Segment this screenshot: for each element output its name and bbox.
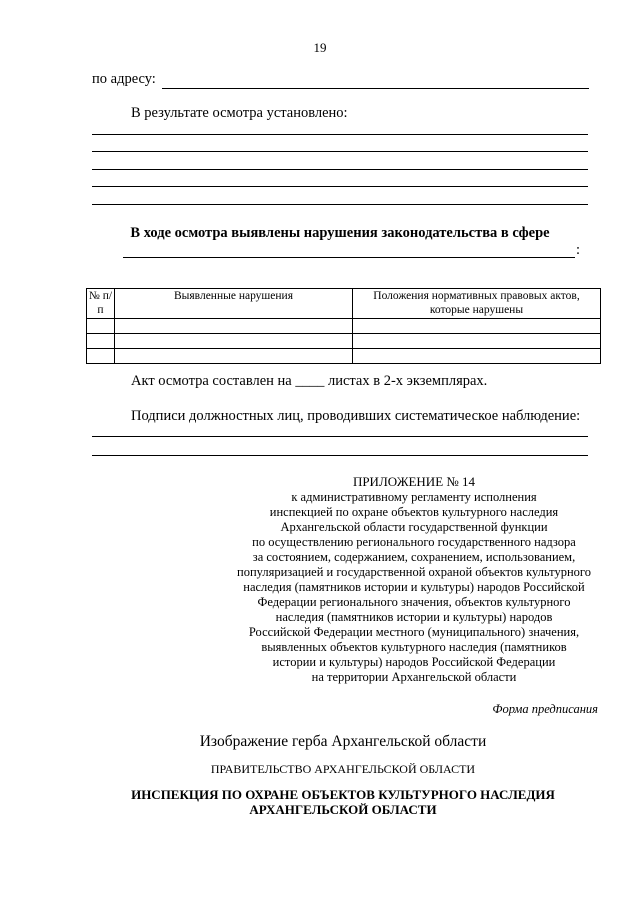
violations-colon: :: [576, 242, 581, 258]
result-line-4: [92, 186, 588, 187]
appendix-line: Федерации регионального значения, объектов культурного: [257, 595, 571, 609]
table-cell: [87, 349, 115, 364]
col-violations-header: Выявленные нарушения: [115, 289, 353, 319]
result-line-1: [92, 134, 588, 135]
col-num-header: № п/п: [87, 289, 115, 319]
form-label: Форма предписания: [492, 702, 598, 716]
table-cell: [115, 349, 353, 364]
appendix-line: Российской Федерации местного (муниципального) значения,: [248, 625, 580, 639]
result-line-5: [92, 204, 588, 205]
appendix-line: наследия (памятников истории и культуры) народов: [275, 610, 553, 624]
violations-heading: В ходе осмотра выявлены нарушения законодательства в сфере: [130, 225, 550, 241]
inspection-name: [92, 787, 594, 817]
result-line-3: [92, 169, 588, 170]
appendix-line: по осуществлению регионального государственного надзора: [252, 535, 576, 549]
appendix-line: на территории Архангельской области: [311, 670, 517, 684]
appendix-line: за состоянием, содержанием, сохранением, использованием,: [252, 550, 576, 564]
appendix-line: Архангельской области государственной функции: [280, 520, 548, 534]
address-line: [162, 88, 589, 89]
coat-of-arms-placeholder: Изображение герба Архангельской области: [199, 733, 487, 750]
table-cell: [115, 334, 353, 349]
appendix-line: наследия (памятников истории и культуры) народов Российской: [243, 580, 585, 594]
col-provisions-header: Положения нормативных правовых актов, которые нарушены: [353, 289, 601, 319]
table-row: [87, 349, 601, 364]
appendix-title: ПРИЛОЖЕНИЕ № 14: [352, 474, 476, 489]
appendix-line: инспекцией по охране объектов культурного наследия: [269, 505, 559, 519]
violations-sphere-line: [123, 257, 575, 258]
address-label: по адресу:: [92, 71, 156, 87]
government-name: ПРАВИТЕЛЬСТВО АРХАНГЕЛЬСКОЙ ОБЛАСТИ: [210, 762, 476, 776]
appendix-line: выявленных объектов культурного наследия (памятников: [261, 640, 567, 654]
inspection-name-line-2: АРХАНГЕЛЬСКОЙ ОБЛАСТИ: [249, 802, 437, 817]
table-cell: [87, 319, 115, 334]
appendix-block: [220, 474, 608, 685]
table-row: [87, 334, 601, 349]
violations-table: [86, 288, 601, 364]
inspection-name-line-1: ИНСПЕКЦИЯ ПО ОХРАНЕ ОБЪЕКТОВ КУЛЬТУРНОГО НАСЛЕДИЯ: [131, 787, 555, 802]
table-cell: [115, 319, 353, 334]
act-text: Акт осмотра составлен на ____ листах в 2-х экземплярах.: [131, 373, 488, 389]
signatures-label: Подписи должностных лиц, проводивших систематическое наблюдение:: [131, 408, 581, 424]
page-number: 19: [313, 40, 327, 55]
table-cell: [87, 334, 115, 349]
appendix-line: популяризацией и государственной охраной объектов культурного: [237, 565, 591, 579]
result-line-2: [92, 151, 588, 152]
table-cell: [353, 334, 601, 349]
appendix-line: к административному регламенту исполнения: [291, 490, 537, 504]
table-cell: [353, 319, 601, 334]
signature-line-2: [92, 455, 588, 456]
table-cell: [353, 349, 601, 364]
signature-line-1: [92, 436, 588, 437]
table-row: [87, 319, 601, 334]
table-header-row: [87, 289, 601, 319]
appendix-line: истории и культуры) народов Российской Федерации: [272, 655, 556, 669]
inspection-result-label: В результате осмотра установлено:: [131, 105, 348, 121]
